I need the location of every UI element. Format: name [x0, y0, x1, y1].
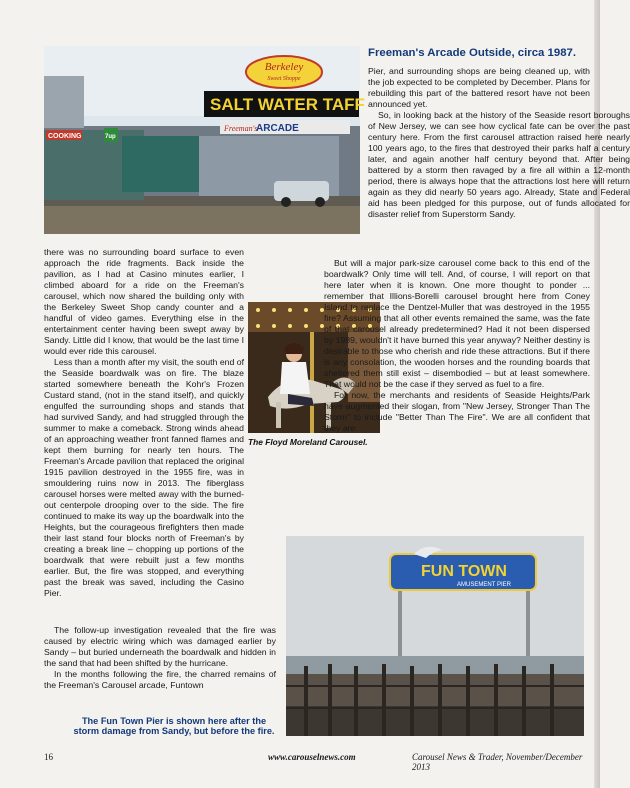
fun-town-pier-photo — [286, 536, 584, 736]
right-column-text — [368, 66, 630, 220]
svg-text:7up: 7up — [105, 134, 116, 140]
fun-town-caption: The Fun Town Pier is shown here after the storm damage from Sandy, but before the fire. — [73, 716, 275, 736]
publication-info: Carousel News & Trader, November/December 2013 — [412, 752, 583, 772]
right-paragraph-4: For now, the merchants and residents of Seaside Heights/Park have augmented their slogan, from "New Jersey, Stronger Than The Storm" to include "Better Than The Fire". We are all confident that they are. — [324, 390, 590, 433]
top-photo-caption: Freeman's Arcade Outside, circa 1987. — [368, 47, 577, 59]
arcade-photo — [44, 46, 365, 234]
left-paragraph-2: Less than a month after my visit, the south end of the Seaside boardwalk was on fire. The blaze started somewhere beneath the Kohr's Frozen Custard stand, (not in the stand itself), and quickly engulfed the surrounding shops and stands that had survived Sandy, and had struggled through the summer to make a comeback. Strong winds ahead of an approaching weather front fanned flames and kept them burning for nearly ten hours. The Freeman's Arcade pavilion that replaced the original 1915 pavilion destroyed in the 1955 fire, was in smouldering ruins now in 2013. The fiberglass carousel horses were melted away with the burned-out centerpole drooping over to the side. The fire continued to make its way up the boardwalk into the Heights, but the courageous firefighters then made their last stand four blocks north of Freeman's by creating a break line – chopping up portions of the boardwalk that were rebuilt just a few months earlier. But, the fire was stopped, and everything past the break was saved, including the Casino Pier. — [44, 357, 244, 598]
salt-water-taffy-sign: SALT WATER TAFF — [210, 95, 365, 114]
left-paragraph-1: there was no surrounding board surface to even approach the ride fragments. Back inside the pavilion, as I had at Casino minutes earlier, I climbed aboard for a ride on the Freeman's carousel, which now shared the building only with the Berkeley Sweet Shop candy counter and a handful of video games. Everything else in the entertainment center having been swept away by Sandy. Little did I know, that would be the last time I would ever ride this carousel. — [44, 247, 244, 356]
right-column-continued — [324, 258, 590, 434]
right-paragraph-2: So, in looking back at the history of the Seaside resort boroughs of New Jersey, we can see how cyclical fate can be over the past century here. From the first carousel attraction raised here nearly 100 years ago, to the fires that destroyed their parks half a century later, and again another half century beyond that. After being battered by a storm then ravaged by a fire all within a 12-month period, there is always hope that the attractions lost here will return again as they did nearly 50 years ago. Already, State and Federal aid has been pledged for this purpose, out of funds allocated for disaster relief from Superstorm Sandy. — [368, 110, 630, 219]
left-column-lower — [44, 625, 276, 691]
svg-text:COOKING: COOKING — [48, 133, 82, 140]
left-column-text — [44, 247, 244, 599]
svg-text:Sweet Shoppe: Sweet Shoppe — [267, 76, 301, 82]
arcade-sign: ARCADE — [256, 123, 299, 134]
fun-town-sign: FUN TOWN — [421, 563, 507, 580]
svg-text:AMUSEMENT PIER: AMUSEMENT PIER — [457, 582, 511, 588]
website-url[interactable]: www.carouselnews.com — [268, 752, 356, 762]
carousel-caption: The Floyd Moreland Carousel. — [248, 437, 368, 447]
page-number: 16 — [44, 752, 53, 762]
svg-text:Freeman's: Freeman's — [224, 124, 258, 133]
left-paragraph-3: The follow-up investigation revealed that the fire was caused by electric wiring which was damaged earlier by Sandy – but buried underneath the boardwalk and hidden in the sand that had been shifted by the hurricane. — [44, 625, 276, 668]
right-paragraph-1: Pier, and surrounding shops are being cleaned up, with the job expected to be completed by December. Plans for rebuilding this part of the battered resort have not been announced yet. — [368, 66, 590, 109]
right-paragraph-3: But will a major park-size carousel come back to this end of the boardwalk? Only time will tell. And, of course, I will report on that here later when it is known. One more thought to ponder ... remember that Illions-Borelli carousel brought here from Coney Island to replace the Dentzel-Muller that was destroyed in the 1955 fire? Assuming that all other events remained the same, was the fate of that carousel already predetermined? Had it not been dispersed by 1989, wouldn't it have burned this year anyway? Neither destiny is desirable to those who cherish and ride these attractions. But if there is any consolation, the wooden horses and the rounding boards that sheltered them still exist – disembodied – but at least somewhere. That would not be the case if they served as fuel to a fire. — [324, 258, 590, 389]
left-paragraph-4: In the months following the fire, the charred remains of the Freeman's Carousel arcade, Funtown — [44, 669, 276, 690]
berkeley-sign: Berkeley — [264, 61, 304, 73]
